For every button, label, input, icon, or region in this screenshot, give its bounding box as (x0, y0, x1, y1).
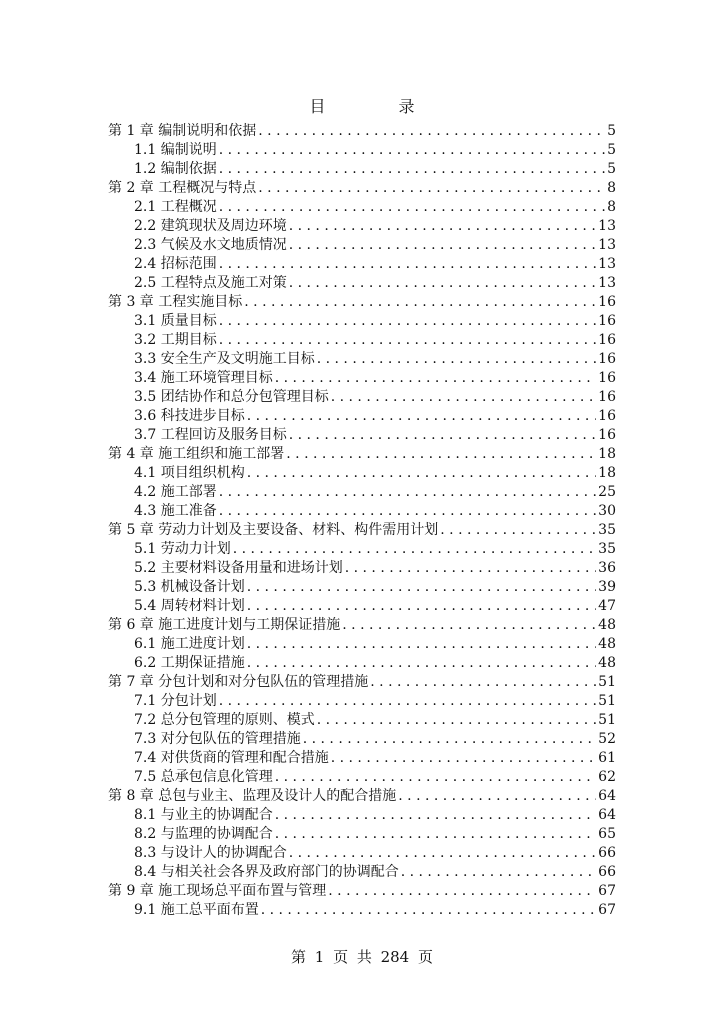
toc-page-number: 65 (598, 826, 616, 842)
toc-dot-leader (289, 217, 596, 236)
toc-dot-leader (233, 540, 596, 559)
toc-dot-leader (401, 863, 596, 882)
toc-section-entry[interactable] (108, 426, 616, 445)
toc-entry-label: 第 4 章 施工组织和施工部署 (108, 446, 285, 462)
toc-entry-label: 3.7 工程回访及服务目标 (134, 427, 287, 443)
toc-section-entry[interactable] (108, 464, 616, 483)
toc-page-number: 35 (598, 522, 616, 538)
toc-entry-label: 7.4 对供货商的管理和配合措施 (134, 750, 329, 766)
toc-entry-label: 4.3 施工准备 (134, 503, 217, 519)
toc-entry-label: 第 6 章 施工进度计划与工期保证措施 (108, 617, 341, 633)
toc-section-entry[interactable] (108, 654, 616, 673)
toc-dot-leader (247, 635, 596, 654)
toc-entry-label: 5.1 劳动力计划 (134, 541, 231, 557)
toc-entry-label: 2.3 气候及水文地质情况 (134, 237, 287, 253)
toc-dot-leader (331, 749, 596, 768)
toc-dot-leader (219, 141, 605, 160)
toc-chapter-entry[interactable] (108, 616, 616, 635)
table-of-contents (108, 122, 616, 920)
toc-dot-leader (331, 388, 596, 407)
toc-chapter-entry[interactable] (108, 179, 616, 198)
toc-entry-label: 7.1 分包计划 (134, 693, 217, 709)
toc-entry-label: 5.3 机械设备计划 (134, 579, 245, 595)
toc-entry-label: 8.2 与监理的协调配合 (134, 826, 273, 842)
toc-section-entry[interactable] (108, 711, 616, 730)
toc-dot-leader (258, 122, 605, 141)
toc-page-number: 13 (598, 256, 616, 272)
toc-page-number: 16 (598, 389, 616, 405)
toc-section-entry[interactable] (108, 217, 616, 236)
toc-section-entry[interactable] (108, 407, 616, 426)
toc-entry-label: 7.5 总承包信息化管理 (134, 769, 273, 785)
toc-page-number: 16 (598, 294, 616, 310)
toc-dot-leader (219, 692, 596, 711)
toc-page-number: 16 (598, 313, 616, 329)
toc-chapter-entry[interactable] (108, 122, 616, 141)
toc-page-number: 36 (598, 560, 616, 576)
toc-page-number: 51 (598, 712, 616, 728)
toc-chapter-entry[interactable] (108, 787, 616, 806)
toc-page-number: 8 (607, 180, 616, 196)
toc-page-number: 8 (607, 199, 616, 215)
toc-dot-leader (286, 445, 596, 464)
toc-page-number: 64 (598, 788, 616, 804)
toc-entry-label: 9.1 施工总平面布置 (134, 902, 259, 918)
toc-dot-leader (398, 787, 596, 806)
toc-dot-leader (275, 806, 596, 825)
toc-section-entry[interactable] (108, 578, 616, 597)
toc-dot-leader (289, 426, 596, 445)
toc-dot-leader (317, 711, 596, 730)
toc-page-number: 18 (598, 465, 616, 481)
toc-page-number: 25 (598, 484, 616, 500)
toc-section-entry[interactable] (108, 749, 616, 768)
toc-section-entry[interactable] (108, 559, 616, 578)
toc-entry-label: 第 7 章 分包计划和对分包队伍的管理措施 (108, 674, 369, 690)
toc-page-number: 30 (598, 503, 616, 519)
toc-page-number: 16 (598, 427, 616, 443)
toc-title: 目 录 (309, 97, 449, 116)
toc-section-entry[interactable] (108, 274, 616, 293)
toc-dot-leader (261, 901, 596, 920)
toc-section-entry[interactable] (108, 597, 616, 616)
toc-page-number: 5 (607, 123, 616, 139)
toc-chapter-entry[interactable] (108, 882, 616, 901)
toc-page-number: 48 (598, 636, 616, 652)
toc-page-number: 47 (598, 598, 616, 614)
toc-dot-leader (219, 255, 596, 274)
toc-section-entry[interactable] (108, 540, 616, 559)
toc-page-number: 52 (598, 731, 616, 747)
toc-page-number: 66 (598, 845, 616, 861)
toc-entry-label: 1.2 编制依据 (134, 161, 217, 177)
toc-dot-leader (247, 407, 596, 426)
toc-section-entry[interactable] (108, 844, 616, 863)
toc-page-number: 16 (598, 370, 616, 386)
toc-dot-leader (219, 198, 605, 217)
toc-page-number: 16 (598, 351, 616, 367)
toc-section-entry[interactable] (108, 502, 616, 521)
toc-dot-leader (342, 616, 596, 635)
toc-entry-label: 3.1 质量目标 (134, 313, 217, 329)
toc-dot-leader (219, 483, 596, 502)
toc-dot-leader (275, 825, 596, 844)
toc-section-entry[interactable] (108, 388, 616, 407)
toc-entry-label: 7.3 对分包队伍的管理措施 (134, 731, 301, 747)
toc-page-number: 16 (598, 332, 616, 348)
toc-page-number: 48 (598, 655, 616, 671)
toc-entry-label: 3.3 安全生产及文明施工目标 (134, 351, 315, 367)
toc-dot-leader (289, 274, 596, 293)
toc-dot-leader (247, 597, 596, 616)
toc-dot-leader (244, 293, 596, 312)
toc-chapter-entry[interactable] (108, 521, 616, 540)
toc-entry-label: 8.3 与设计人的协调配合 (134, 845, 287, 861)
toc-dot-leader (219, 160, 605, 179)
toc-entry-label: 3.4 施工环境管理目标 (134, 370, 273, 386)
toc-dot-leader (370, 673, 596, 692)
toc-entry-label: 第 9 章 施工现场总平面布置与管理 (108, 883, 327, 899)
toc-entry-label: 第 2 章 工程概况与特点 (108, 180, 257, 196)
toc-section-entry[interactable] (108, 350, 616, 369)
toc-entry-label: 2.2 建筑现状及周边环境 (134, 218, 287, 234)
toc-dot-leader (275, 768, 596, 787)
toc-page-number: 66 (598, 864, 616, 880)
toc-entry-label: 3.5 团结协作和总分包管理目标 (134, 389, 329, 405)
toc-chapter-entry[interactable] (108, 293, 616, 312)
toc-dot-leader (317, 350, 596, 369)
toc-entry-label: 3.2 工期目标 (134, 332, 217, 348)
toc-entry-label: 2.1 工程概况 (134, 199, 217, 215)
toc-page-number: 67 (598, 883, 616, 899)
toc-dot-leader (289, 844, 596, 863)
toc-entry-label: 1.1 编制说明 (134, 142, 217, 158)
toc-entry-label: 第 5 章 劳动力计划及主要设备、材料、构件需用计划 (108, 522, 439, 538)
toc-dot-leader (440, 521, 596, 540)
toc-chapter-entry[interactable] (108, 673, 616, 692)
toc-section-entry[interactable] (108, 635, 616, 654)
toc-section-entry[interactable] (108, 806, 616, 825)
toc-dot-leader (289, 236, 596, 255)
toc-section-entry[interactable] (108, 312, 616, 331)
toc-entry-label: 5.4 周转材料计划 (134, 598, 245, 614)
toc-entry-label: 4.1 项目组织机构 (134, 465, 245, 481)
toc-dot-leader (219, 312, 596, 331)
toc-page-number: 39 (598, 579, 616, 595)
toc-entry-label: 7.2 总分包管理的原则、模式 (134, 712, 315, 728)
toc-section-entry[interactable] (108, 692, 616, 711)
toc-section-entry[interactable] (108, 160, 616, 179)
toc-entry-label: 8.4 与相关社会各界及政府部门的协调配合 (134, 864, 399, 880)
toc-section-entry[interactable] (108, 863, 616, 882)
toc-page-number: 35 (598, 541, 616, 557)
toc-entry-label: 2.5 工程特点及施工对策 (134, 275, 287, 291)
toc-entry-label: 2.4 招标范围 (134, 256, 217, 272)
toc-dot-leader (275, 369, 596, 388)
toc-entry-label: 5.2 主要材料设备用量和进场计划 (134, 560, 343, 576)
toc-section-entry[interactable] (108, 825, 616, 844)
toc-entry-label: 3.6 科技进步目标 (134, 408, 245, 424)
toc-dot-leader (328, 882, 596, 901)
toc-entry-label: 第 8 章 总包与业主、监理及设计人的配合措施 (108, 788, 397, 804)
toc-chapter-entry[interactable] (108, 445, 616, 464)
toc-section-entry[interactable] (108, 730, 616, 749)
toc-section-entry[interactable] (108, 483, 616, 502)
toc-page-number: 51 (598, 693, 616, 709)
toc-section-entry[interactable] (108, 198, 616, 217)
toc-section-entry[interactable] (108, 141, 616, 160)
toc-page-number: 13 (598, 275, 616, 291)
toc-entry-label: 8.1 与业主的协调配合 (134, 807, 273, 823)
toc-dot-leader (219, 331, 596, 350)
toc-dot-leader (258, 179, 605, 198)
toc-dot-leader (219, 502, 596, 521)
toc-dot-leader (247, 654, 596, 673)
toc-section-entry[interactable] (108, 768, 616, 787)
toc-section-entry[interactable] (108, 255, 616, 274)
page-footer: 第 1 页 共 284 页 (290, 948, 433, 966)
toc-section-entry[interactable] (108, 369, 616, 388)
toc-entry-label: 第 1 章 编制说明和依据 (108, 123, 257, 139)
toc-page-number: 48 (598, 617, 616, 633)
toc-page-number: 64 (598, 807, 616, 823)
toc-dot-leader (247, 464, 596, 483)
toc-page-number: 61 (598, 750, 616, 766)
toc-dot-leader (247, 578, 596, 597)
toc-dot-leader (345, 559, 596, 578)
toc-page-number: 13 (598, 218, 616, 234)
toc-section-entry[interactable] (108, 901, 616, 920)
toc-page-number: 18 (598, 446, 616, 462)
toc-page-number: 62 (598, 769, 616, 785)
toc-entry-label: 6.1 施工进度计划 (134, 636, 245, 652)
toc-page-number: 67 (598, 902, 616, 918)
toc-page-number: 51 (598, 674, 616, 690)
toc-page-number: 16 (598, 408, 616, 424)
toc-section-entry[interactable] (108, 331, 616, 350)
toc-page-number: 5 (607, 142, 616, 158)
toc-page-number: 5 (607, 161, 616, 177)
toc-section-entry[interactable] (108, 236, 616, 255)
toc-page-number: 13 (598, 237, 616, 253)
toc-entry-label: 4.2 施工部署 (134, 484, 217, 500)
toc-entry-label: 第 3 章 工程实施目标 (108, 294, 243, 310)
toc-dot-leader (303, 730, 596, 749)
toc-entry-label: 6.2 工期保证措施 (134, 655, 245, 671)
